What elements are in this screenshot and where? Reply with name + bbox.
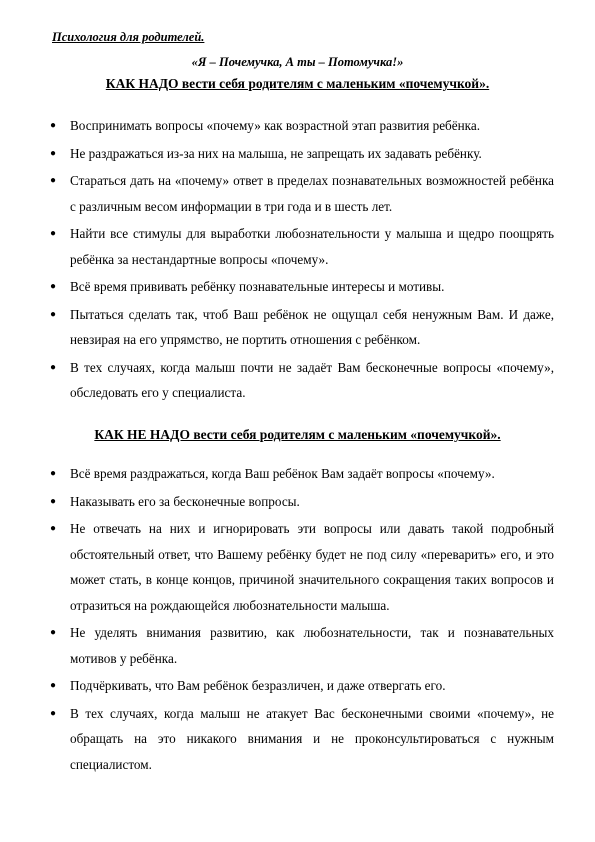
- do-list-item: [0, 141, 554, 167]
- dont-list-item: [0, 461, 554, 487]
- do-list-item-text: Пытаться сделать так, чтоб Ваш ребёнок не ощущал себя ненужным Вам. И даже, невзирая на его упрямство, не портить отношения с ребёнком.: [70, 306, 554, 347]
- dont-list-item-text: Наказывать его за бесконечные вопросы.: [70, 493, 300, 509]
- dont-list-item: [0, 673, 554, 699]
- bullet-icon: ●: [50, 680, 57, 691]
- do-list-item-text: Воспринимать вопросы «почему» как возрастной этап развития ребёнка.: [70, 118, 481, 133]
- dont-list-item: [0, 701, 554, 778]
- do-list-item-text: Найти все стимулы для выработки любознательности у малыша и щедро поощрять ребёнка за нестандартные вопросы «почему».: [70, 226, 554, 267]
- do-list-item: [0, 113, 554, 139]
- bullet-icon: ●: [50, 175, 57, 186]
- do-list-item-text: Не раздражаться из-за них на малыша, не запрещать их задавать ребёнку.: [70, 145, 482, 161]
- do-list-item-text: Всё время прививать ребёнку познавательные интересы и мотивы.: [70, 279, 445, 294]
- dont-list-item-text: Всё время раздражаться, когда Ваш ребёнок Вам задаёт вопросы «почему».: [70, 466, 495, 481]
- bullet-icon: ●: [50, 308, 57, 320]
- bullet-icon: ●: [50, 523, 57, 534]
- dont-list-item-text: Подчёркивать, что Вам ребёнок безразличен, и даже отвергать его.: [70, 678, 446, 693]
- section-heading-do: КАК НАДО вести себя родителям с маленьким «почемучкой».: [105, 76, 490, 91]
- do-list-item: [0, 168, 554, 219]
- bullet-icon: ●: [50, 361, 57, 373]
- bullet-icon: ●: [50, 228, 57, 239]
- section-heading-dont: КАК НЕ НАДО вести себя родителям с маленьким «почемучкой».: [94, 427, 501, 442]
- dont-list-item-text: Не уделять внимания развитию, как любознательности, так и познавательных мотивов у ребёнка.: [70, 625, 554, 666]
- dont-list: [0, 461, 554, 779]
- dont-list-item: [0, 620, 554, 671]
- bullet-icon: ●: [50, 120, 57, 131]
- do-list: [0, 113, 554, 408]
- do-list-item-text: Стараться дать на «почему» ответ в пределах познавательных возможностей ребёнка с различным весом информации в три года и в шесть лет.: [70, 173, 554, 214]
- do-list-item: [0, 274, 554, 300]
- document-subtitle: «Я – Почемучка, А ты – Потомучка!»: [191, 55, 404, 69]
- document-header: Психология для родителей.: [52, 30, 205, 44]
- do-list-item-text: В тех случаях, когда малыш почти не задаёт Вам бесконечные вопросы «почему», обследовать его у специалиста.: [70, 359, 554, 400]
- dont-list-item: [0, 489, 554, 515]
- bullet-icon: ●: [50, 627, 57, 638]
- bullet-icon: ●: [50, 495, 57, 507]
- do-list-item: [0, 302, 554, 353]
- dont-list-item: [0, 516, 554, 618]
- bullet-icon: ●: [50, 707, 57, 719]
- do-list-item: [0, 355, 554, 406]
- dont-list-item-text: В тех случаях, когда малыш не атакует Вас бесконечными своими «почему», не обращать на это никакого внимания и не проконсультироваться с нужным специалистом.: [70, 705, 554, 772]
- dont-list-item-text: Не отвечать на них и игнорировать эти вопросы или давать такой подробный обстоятельный ответ, что Вашему ребёнку будет не под силу «переварить» его, и это может стать, в конце концов, причиной значительного сокращения таких вопросов и отразиться на рождающейся любознательности малыша.: [70, 521, 554, 613]
- bullet-icon: ●: [50, 281, 57, 292]
- bullet-icon: ●: [50, 468, 57, 479]
- do-list-item: [0, 221, 554, 272]
- bullet-icon: ●: [50, 147, 57, 159]
